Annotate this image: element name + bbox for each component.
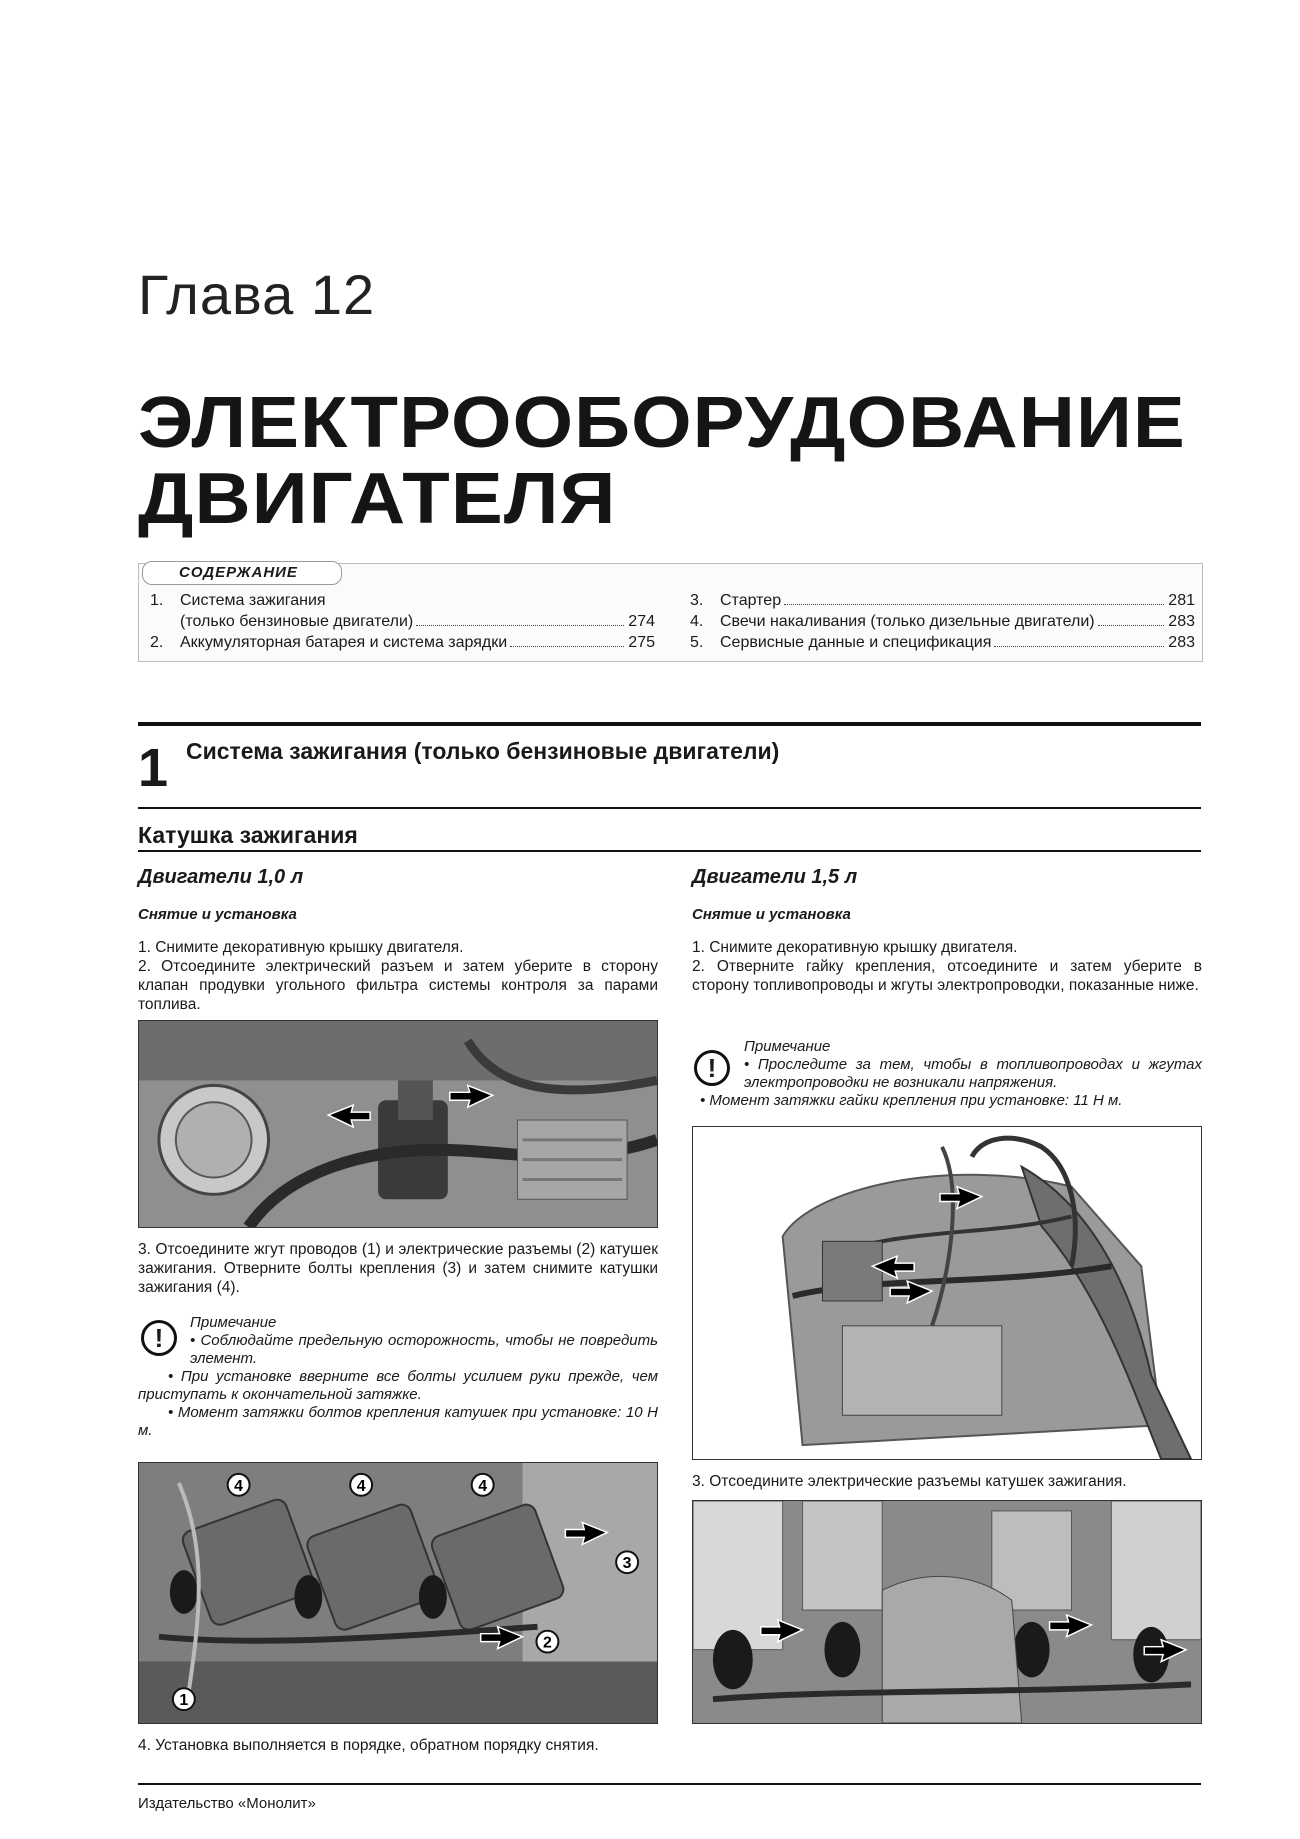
right-note-cont <box>692 1092 1202 1110</box>
note-line: • Проследите за тем, чтобы в топливопроводах и жгутах электропроводки не возникали напряжения. <box>744 1056 1202 1091</box>
toc-leader <box>784 604 1164 605</box>
toc-leader <box>1098 625 1164 626</box>
section-number: 1 <box>138 738 169 798</box>
warning-exclamation-icon: ! <box>694 1050 730 1086</box>
step-text: 1. Снимите декоративную крышку двигателя. <box>138 939 464 956</box>
toc-left-column <box>150 590 655 653</box>
right-steps-1-2 <box>692 938 1202 995</box>
note-line: • Соблюдайте предельную осторожность, чтобы не повредить элемент. <box>190 1332 658 1367</box>
callout-label: 3 <box>622 1555 632 1573</box>
toc-item[interactable]: 1. Система зажигания <box>150 592 326 609</box>
warning-exclamation-icon: ! <box>141 1320 177 1356</box>
left-step-3: 3. Отсоедините жгут проводов (1) и электрические разъемы (2) катушек зажигания. Отверните болты крепления (3) и затем снимите катушки зажигания (4). <box>138 1241 658 1296</box>
toc-leader <box>510 646 624 647</box>
section-rule-bottom <box>138 807 1201 809</box>
left-note-cont <box>138 1368 658 1440</box>
chapter-title-line1: ЭЛЕКТРООБОРУДОВАНИЕ <box>138 383 1186 463</box>
left-steps-1-2 <box>138 938 658 1014</box>
toc-item[interactable]: 4. Свечи накаливания (только дизельные двигатели) 283 <box>690 613 1195 630</box>
callout-label: 4 <box>234 1477 244 1495</box>
toc-item-continued[interactable]: (только бензиновые двигатели) 274 <box>180 613 655 630</box>
callout-label: 4 <box>356 1477 366 1495</box>
engine-photo-1-5l <box>692 1126 1202 1460</box>
right-step-3: 3. Отсоедините электрические разъемы катушек зажигания. <box>692 1473 1127 1490</box>
chapter-title <box>138 385 1186 537</box>
right-engine-heading: Двигатели 1,5 л <box>692 866 858 888</box>
footer-rule <box>138 1783 1201 1785</box>
chapter-label: Глава 12 <box>138 263 376 326</box>
toc-right-column <box>690 590 1195 653</box>
left-engine-heading: Двигатели 1,0 л <box>138 866 304 888</box>
section-title: Система зажигания (только бензиновые двигатели) <box>186 738 780 764</box>
engine-photo-1-0l-valve <box>138 1020 658 1228</box>
right-note <box>744 1038 1202 1092</box>
callout-label: 4 <box>478 1477 488 1495</box>
note-line: • Момент затяжки болтов крепления катушек при установке: 10 Н м. <box>138 1404 658 1439</box>
note-title: Примечание <box>190 1314 277 1331</box>
callout-label: 2 <box>542 1634 552 1652</box>
section-rule-top <box>138 722 1201 726</box>
toc-item[interactable]: 3. Стартер 281 <box>690 592 1195 609</box>
left-procedure-heading: Снятие и установка <box>138 906 297 923</box>
engine-photo-1-5l-coils <box>692 1500 1202 1724</box>
chapter-title-line2: ДВИГАТЕЛЯ <box>138 459 617 539</box>
footer-publisher: Издательство «Монолит» <box>138 1795 316 1812</box>
note-line: • Момент затяжки гайки крепления при установке: 11 Н м. <box>700 1092 1123 1109</box>
engine-photo-1-0l-coils <box>138 1462 658 1724</box>
step-text: 2. Отверните гайку крепления, отсоедините и затем уберите в сторону топливопроводы и жгуты электропроводки, показанные ниже. <box>692 958 1202 994</box>
subsection-rule <box>138 850 1201 852</box>
note-line: • При установке вверните все болты усилием руки прежде, чем приступать к окончательной затяжке. <box>138 1368 658 1403</box>
toc-leader <box>416 625 624 626</box>
left-step-4: 4. Установка выполняется в порядке, обратном порядку снятия. <box>138 1737 599 1754</box>
subsection-title: Катушка зажигания <box>138 822 358 848</box>
left-note <box>190 1314 658 1368</box>
toc-leader <box>994 646 1164 647</box>
toc-heading: СОДЕРЖАНИЕ <box>142 561 342 585</box>
note-title: Примечание <box>744 1038 831 1055</box>
toc-item[interactable]: 5. Сервисные данные и спецификация 283 <box>690 634 1195 651</box>
step-text: 2. Отсоедините электрический разъем и затем уберите в сторону клапан продувки угольного фильтра системы контроля за парами топлива. <box>138 958 658 1013</box>
callout-label: 1 <box>179 1692 189 1710</box>
right-procedure-heading: Снятие и установка <box>692 906 851 923</box>
step-text: 1. Снимите декоративную крышку двигателя. <box>692 939 1018 956</box>
toc-item[interactable]: 2. Аккумуляторная батарея и система зарядки 275 <box>150 634 655 651</box>
